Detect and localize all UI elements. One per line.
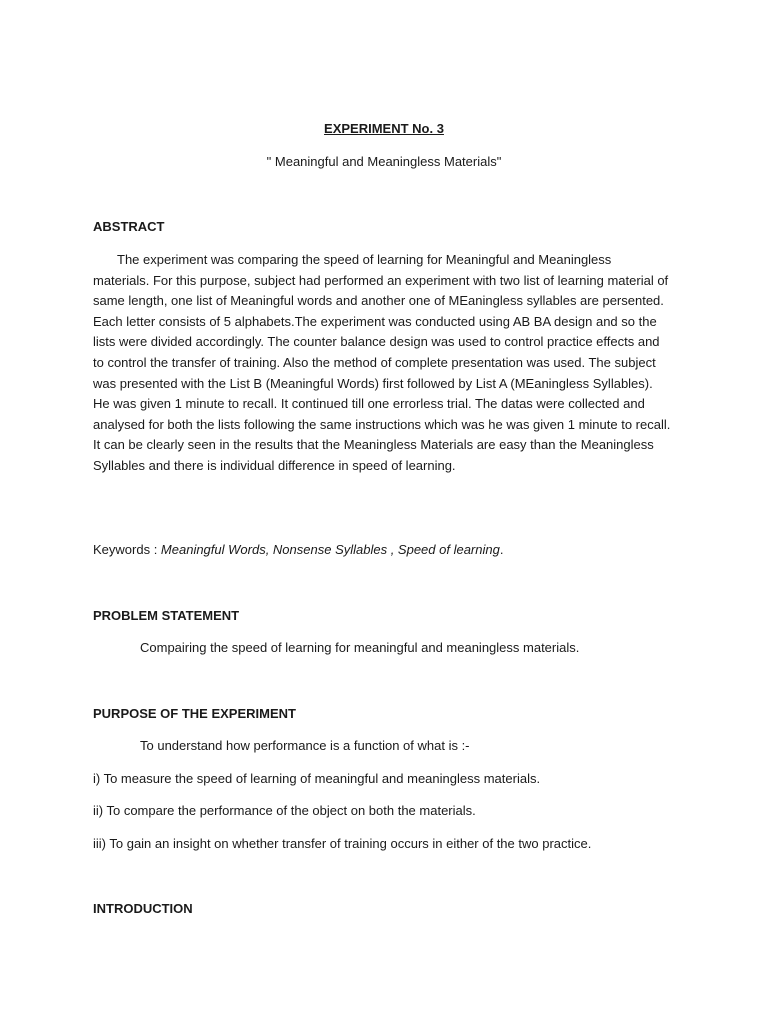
problem-statement-text: Compairing the speed of learning for meaningful and meaningless materials. [140, 640, 580, 655]
document-subtitle: " Meaningful and Meaningless Materials" [266, 154, 502, 169]
abstract-heading: ABSTRACT [93, 219, 165, 234]
introduction-heading: INTRODUCTION [93, 901, 193, 916]
purpose-item: iii) To gain an insight on whether transfer of training occurs in either of the two practice. [93, 836, 592, 851]
purpose-heading: PURPOSE OF THE EXPERIMENT [93, 706, 296, 721]
keywords-label: Keywords : [93, 542, 161, 557]
abstract-body: The experiment was comparing the speed of learning for Meaningful and Meaningless materials. For this purpose, subject had performed an experiment with two list of learning material of same length, one list of Meaningful words and another one of MEaningless syllables are persented. Each letter consists of 5 alphabets.The experiment was conducted using AB BA design and so the lists were divided accordingly. The counter balance design was used to control practice effects and to control the transfer of training. Also the method of complete presentation was used. The subject was presented with the List B (Meaningful Words) first followed by List A (MEaningless Syllables). He was given 1 minute to recall. It continued till one errorless trial. The datas were collected and analysed for both the lists following the same instructions which was he was given 1 minute to recall. It can be clearly seen in the results that the Meaningless Materials are easy than the Meaningless Syllables and there is individual difference in speed of learning. [93, 252, 671, 473]
problem-statement-heading: PROBLEM STATEMENT [93, 608, 240, 623]
document-title: EXPERIMENT No. 3 [324, 121, 444, 136]
purpose-intro: To understand how performance is a function of what is :- [140, 738, 470, 753]
keywords-end: . [499, 542, 504, 557]
purpose-item: i) To measure the speed of learning of meaningful and meaningless materials. [93, 771, 541, 786]
purpose-item: ii) To compare the performance of the object on both the materials. [93, 803, 476, 818]
keywords-terms: Meaningful Words, Nonsense Syllables , Speed of learning [160, 542, 500, 557]
keywords-line [93, 542, 503, 557]
